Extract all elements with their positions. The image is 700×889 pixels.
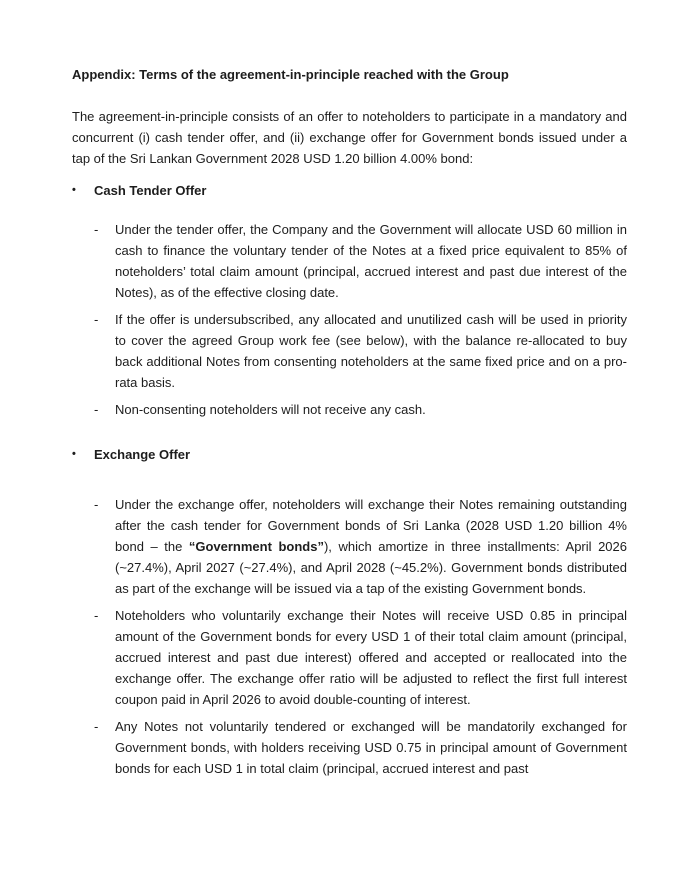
dash-icon: - <box>94 312 99 327</box>
list-item <box>72 494 627 599</box>
list-item <box>72 605 627 710</box>
list-item <box>72 716 627 779</box>
list-item-text: Under the tender offer, the Company and the Government will allocate USD 60 million in cash to finance the voluntary tender of the Notes at a fixed price equivalent to 85% of noteholders’ total claim amount (principal, accrued interest and past due interest of the Notes), as of the effective closing date. <box>115 222 627 300</box>
list-item <box>72 309 627 393</box>
appendix-title: Appendix: Terms of the agreement-in-principle reached with the Group <box>72 67 509 82</box>
section-heading-label: Exchange Offer <box>94 447 191 462</box>
dash-icon: - <box>94 719 99 734</box>
dash-icon: - <box>94 222 99 237</box>
list-item-text: If the offer is undersubscribed, any allocated and unutilized cash will be used in priority to cover the agreed Group work fee (see below), with the balance re-allocated to buy back additional Notes from consenting noteholders at the same fixed price and on a pro-rata basis. <box>115 312 627 390</box>
defined-term-government-bonds: “Government bonds” <box>188 539 324 554</box>
list-item <box>72 399 627 420</box>
bullet-icon: • <box>72 184 76 196</box>
list-item-text-pre: Under the exchange offer, noteholders will exchange their Notes remaining outstanding after the cash tender for Government bonds of Sri Lanka (2028 USD 1.20 billion 4% bond – the <box>115 497 627 554</box>
list-item-text: Non-consenting noteholders will not receive any cash. <box>115 402 426 417</box>
section-heading-exchange-offer <box>72 444 627 465</box>
dash-icon: - <box>94 497 99 512</box>
list-item-text: Noteholders who voluntarily exchange their Notes will receive USD 0.85 in principal amount of the Government bonds for every USD 1 of their total claim amount (principal, accrued interest and past due interest) offered and accepted or reallocated into the exchange offer. The exchange offer ratio will be adjusted to reflect the first full interest coupon paid in April 2026 to avoid double-counting of interest. <box>115 608 627 707</box>
bullet-icon: • <box>72 448 76 460</box>
intro-paragraph: The agreement-in-principle consists of an offer to noteholders to participate in a mandatory and concurrent (i) cash tender offer, and (ii) exchange offer for Government bonds issued under a tap of the Sri Lankan Government 2028 USD 1.20 billion 4.00% bond: <box>72 109 627 166</box>
list-item-text: Any Notes not voluntarily tendered or exchanged will be mandatorily exchanged for Government bonds, with holders receiving USD 0.75 in principal amount of Government bonds for each USD 1 in total claim (principal, accrued interest and past <box>115 719 627 776</box>
section-exchange-offer <box>72 444 627 779</box>
list-item <box>72 219 627 303</box>
section-heading-label: Cash Tender Offer <box>94 183 207 198</box>
section-cash-tender-offer <box>72 180 627 420</box>
list-item-text-post: ), which amortize in three installments: April 2026 (~27.4%), April 2027 (~27.4%), and April 2028 (~45.2%). Government bonds distributed as part of the exchange will be issued via a tap of the existing Government bonds. <box>115 539 627 596</box>
dash-icon: - <box>94 608 99 623</box>
dash-icon: - <box>94 402 99 417</box>
list-item-text <box>115 494 627 599</box>
section-heading-cash-tender-offer <box>72 180 627 201</box>
